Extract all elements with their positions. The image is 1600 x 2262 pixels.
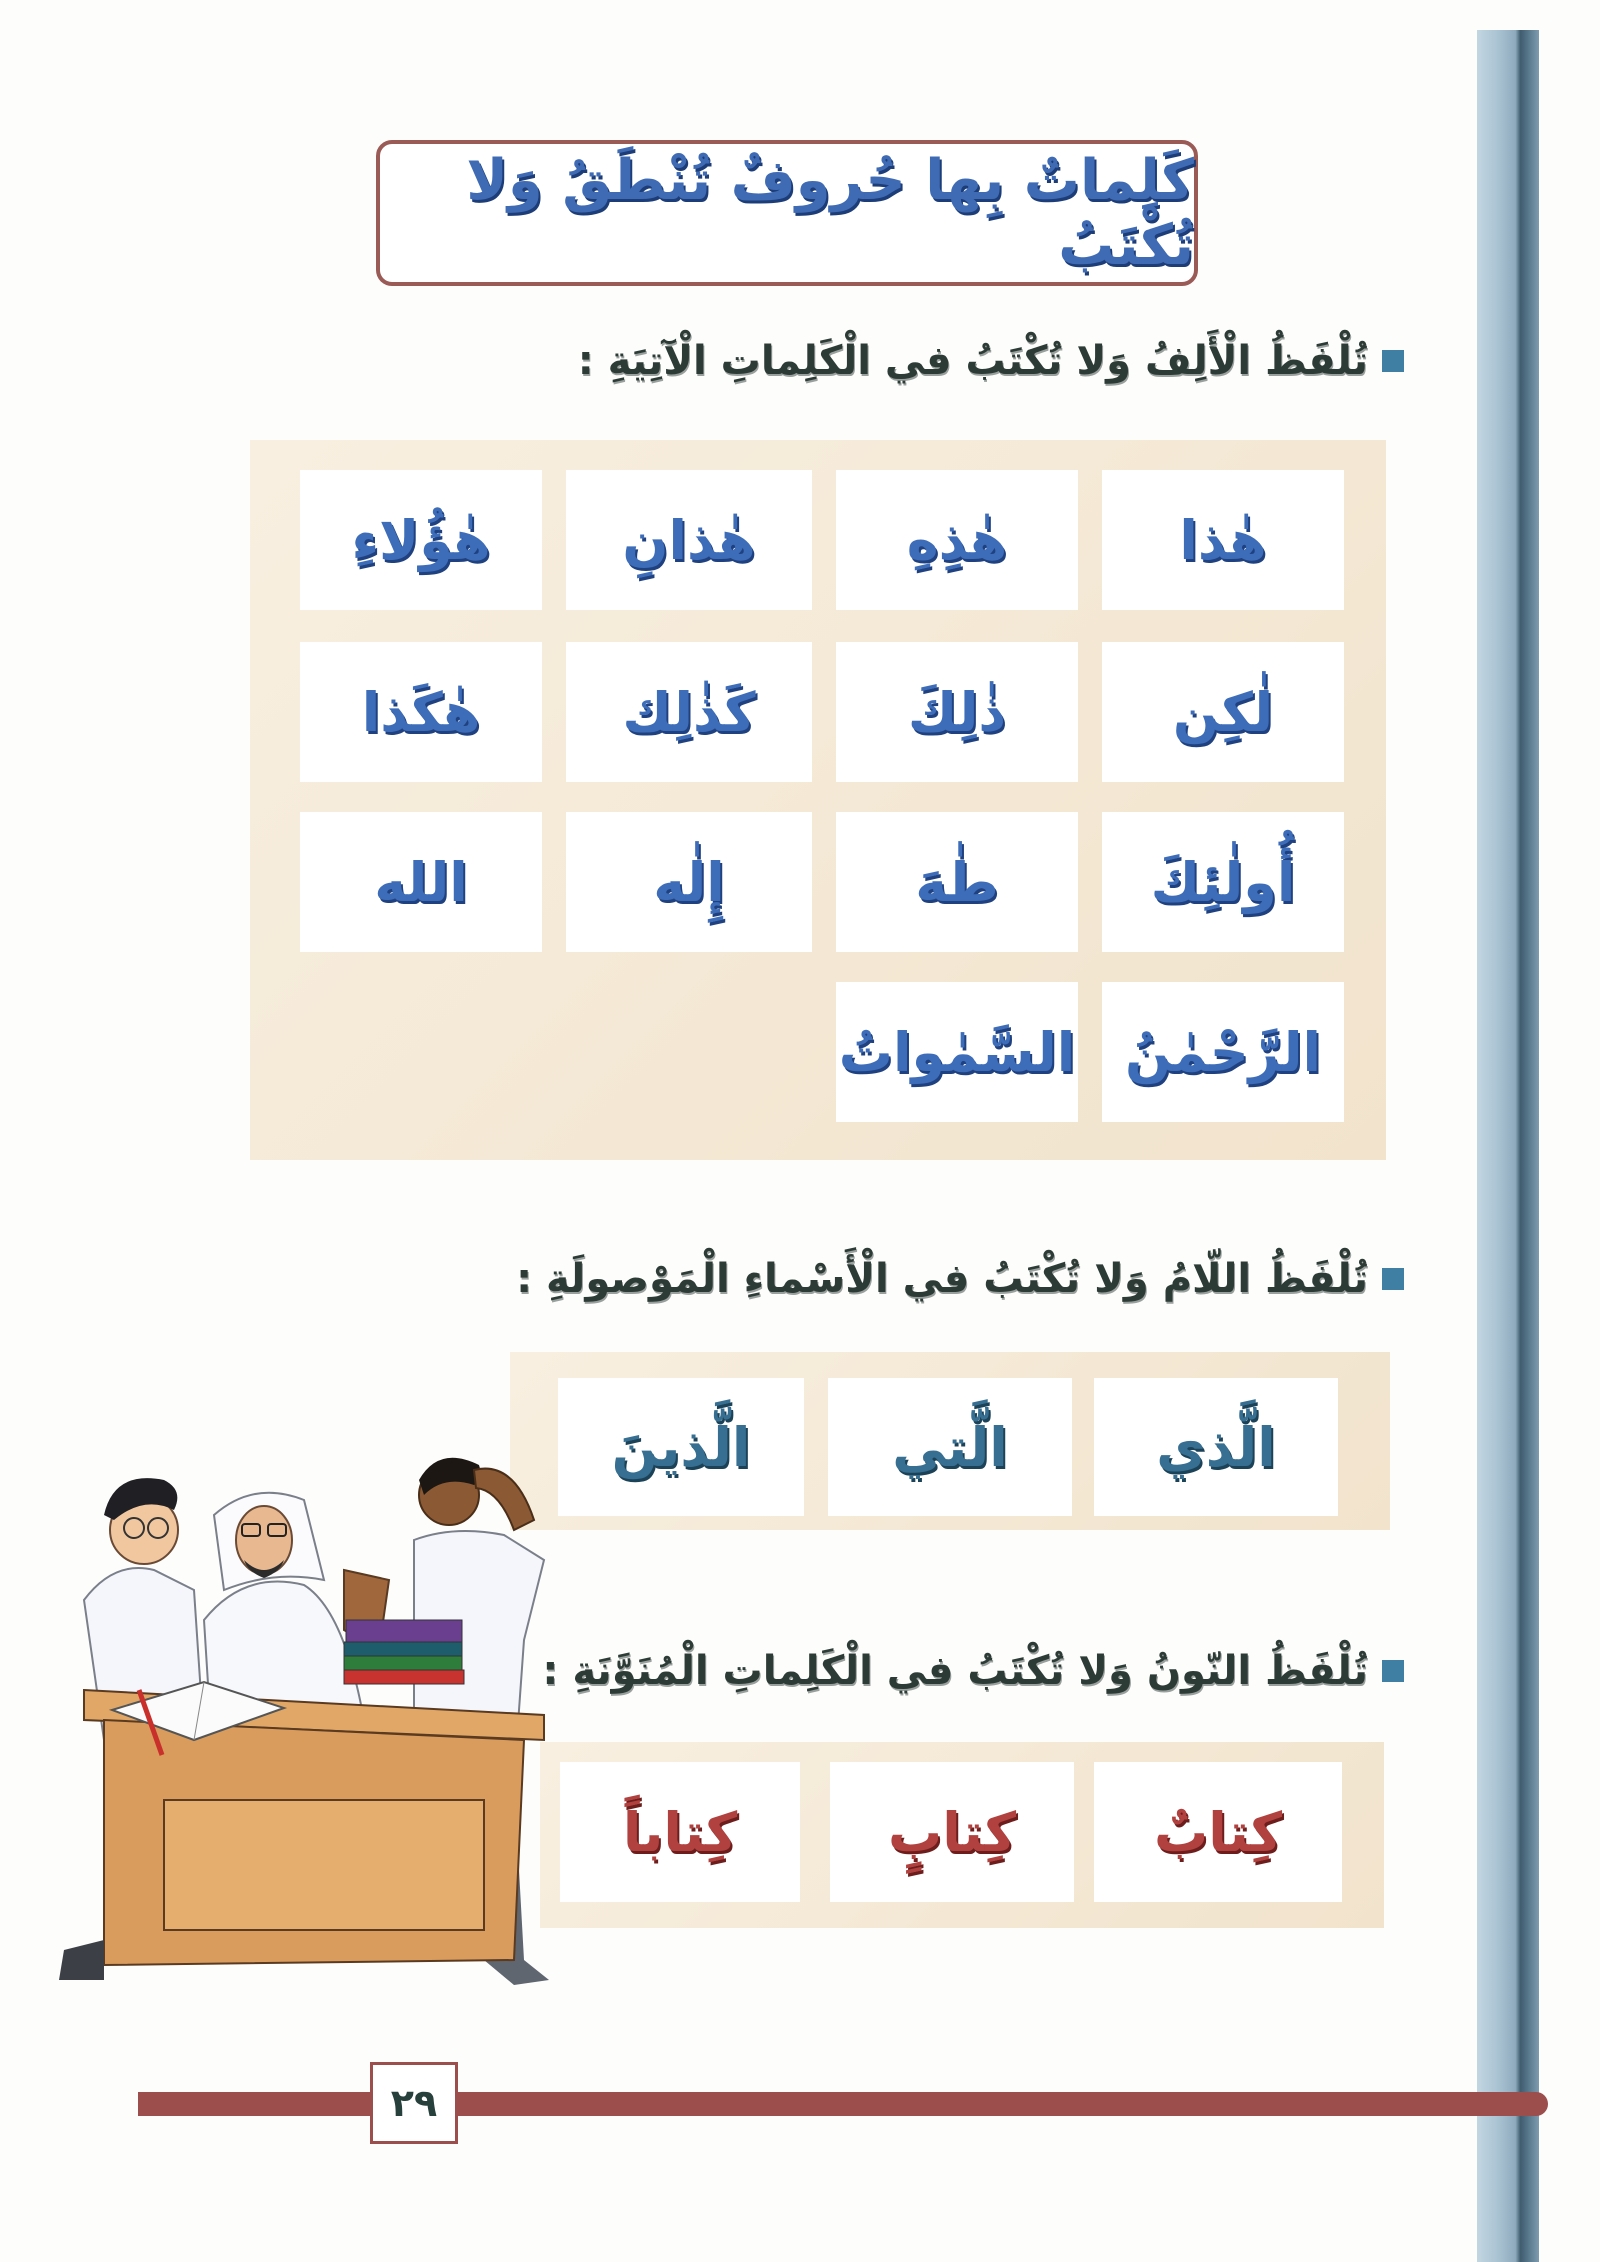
- desk-icon: [59, 1690, 544, 1980]
- word-card: [828, 1378, 1072, 1516]
- word: طٰهَ: [915, 850, 999, 914]
- word-card: [1094, 1378, 1338, 1516]
- word: هٰذانِ: [622, 508, 756, 572]
- word: الَّذي: [1156, 1415, 1276, 1479]
- word: هٰذا: [1179, 508, 1267, 572]
- word-card: [566, 812, 812, 952]
- word-card: [836, 982, 1078, 1122]
- instruction-nun: [542, 1648, 1404, 1694]
- word: إِلٰه: [653, 850, 725, 914]
- word: الرَّحْمٰنُ: [1124, 1020, 1322, 1084]
- word: كِتاباً: [622, 1800, 738, 1864]
- word: هٰؤُلاءِ: [351, 508, 491, 572]
- word-card: [300, 642, 542, 782]
- word: هٰذِهِ: [906, 508, 1008, 572]
- word: كِتابٍ: [888, 1800, 1016, 1864]
- word-card: [830, 1762, 1074, 1902]
- word: الَّذينَ: [611, 1415, 751, 1479]
- word: أُولٰئِكَ: [1150, 850, 1296, 914]
- page-number: ٢٩: [390, 2081, 438, 2125]
- lesson-title-box: [376, 140, 1198, 286]
- instruction-text: تُلْفَظُ اللّامُ وَلا تُكْتَبُ في الْأَسْماءِ الْمَوْصولَةِ :: [516, 1256, 1368, 1302]
- lesson-title: كَلِماتٌ بِها حُروفٌ تُنْطَقُ وَلا تُكْتَبُ: [466, 148, 1194, 278]
- word-card: [300, 470, 542, 610]
- word-card: [1102, 982, 1344, 1122]
- word-card: [566, 642, 812, 782]
- word-card: [836, 470, 1078, 610]
- word-card: [1094, 1762, 1342, 1902]
- word: الله: [374, 850, 468, 914]
- square-bullet-icon: [1382, 350, 1404, 372]
- instruction-lam: [516, 1256, 1404, 1302]
- instruction-alif: [578, 338, 1404, 384]
- word-card: [1102, 470, 1344, 610]
- word-card: [1102, 642, 1344, 782]
- book-spine-edge: [1477, 30, 1539, 2262]
- word-card: [836, 812, 1078, 952]
- word-card: [836, 642, 1078, 782]
- word: لٰكِن: [1172, 680, 1274, 744]
- word: ذٰلِكَ: [907, 680, 1007, 744]
- word-card: [300, 812, 542, 952]
- word-card: [566, 470, 812, 610]
- word: كَذٰلِك: [622, 680, 756, 744]
- word: كِتابٌ: [1154, 1800, 1282, 1864]
- word: الَّتي: [892, 1415, 1008, 1479]
- teacher-students-illustration: [44, 1420, 604, 2000]
- word: هٰكَذا: [361, 680, 481, 744]
- word: السَّمٰواتُ: [838, 1020, 1076, 1084]
- instruction-text: تُلْفَظُ الْأَلِفُ وَلا تُكْتَبُ في الْكَلِماتِ الْآتِيَةِ :: [577, 338, 1368, 384]
- footer-bar: [138, 2092, 1548, 2116]
- word-card: [1102, 812, 1344, 952]
- instruction-text: تُلْفَظُ النّونُ وَلا تُكْتَبُ في الْكَلِماتِ الْمُنَوَّنَةِ :: [542, 1648, 1368, 1694]
- square-bullet-icon: [1382, 1268, 1404, 1290]
- book-stack-icon: [344, 1620, 464, 1684]
- page-number-box: [370, 2062, 458, 2144]
- square-bullet-icon: [1382, 1660, 1404, 1682]
